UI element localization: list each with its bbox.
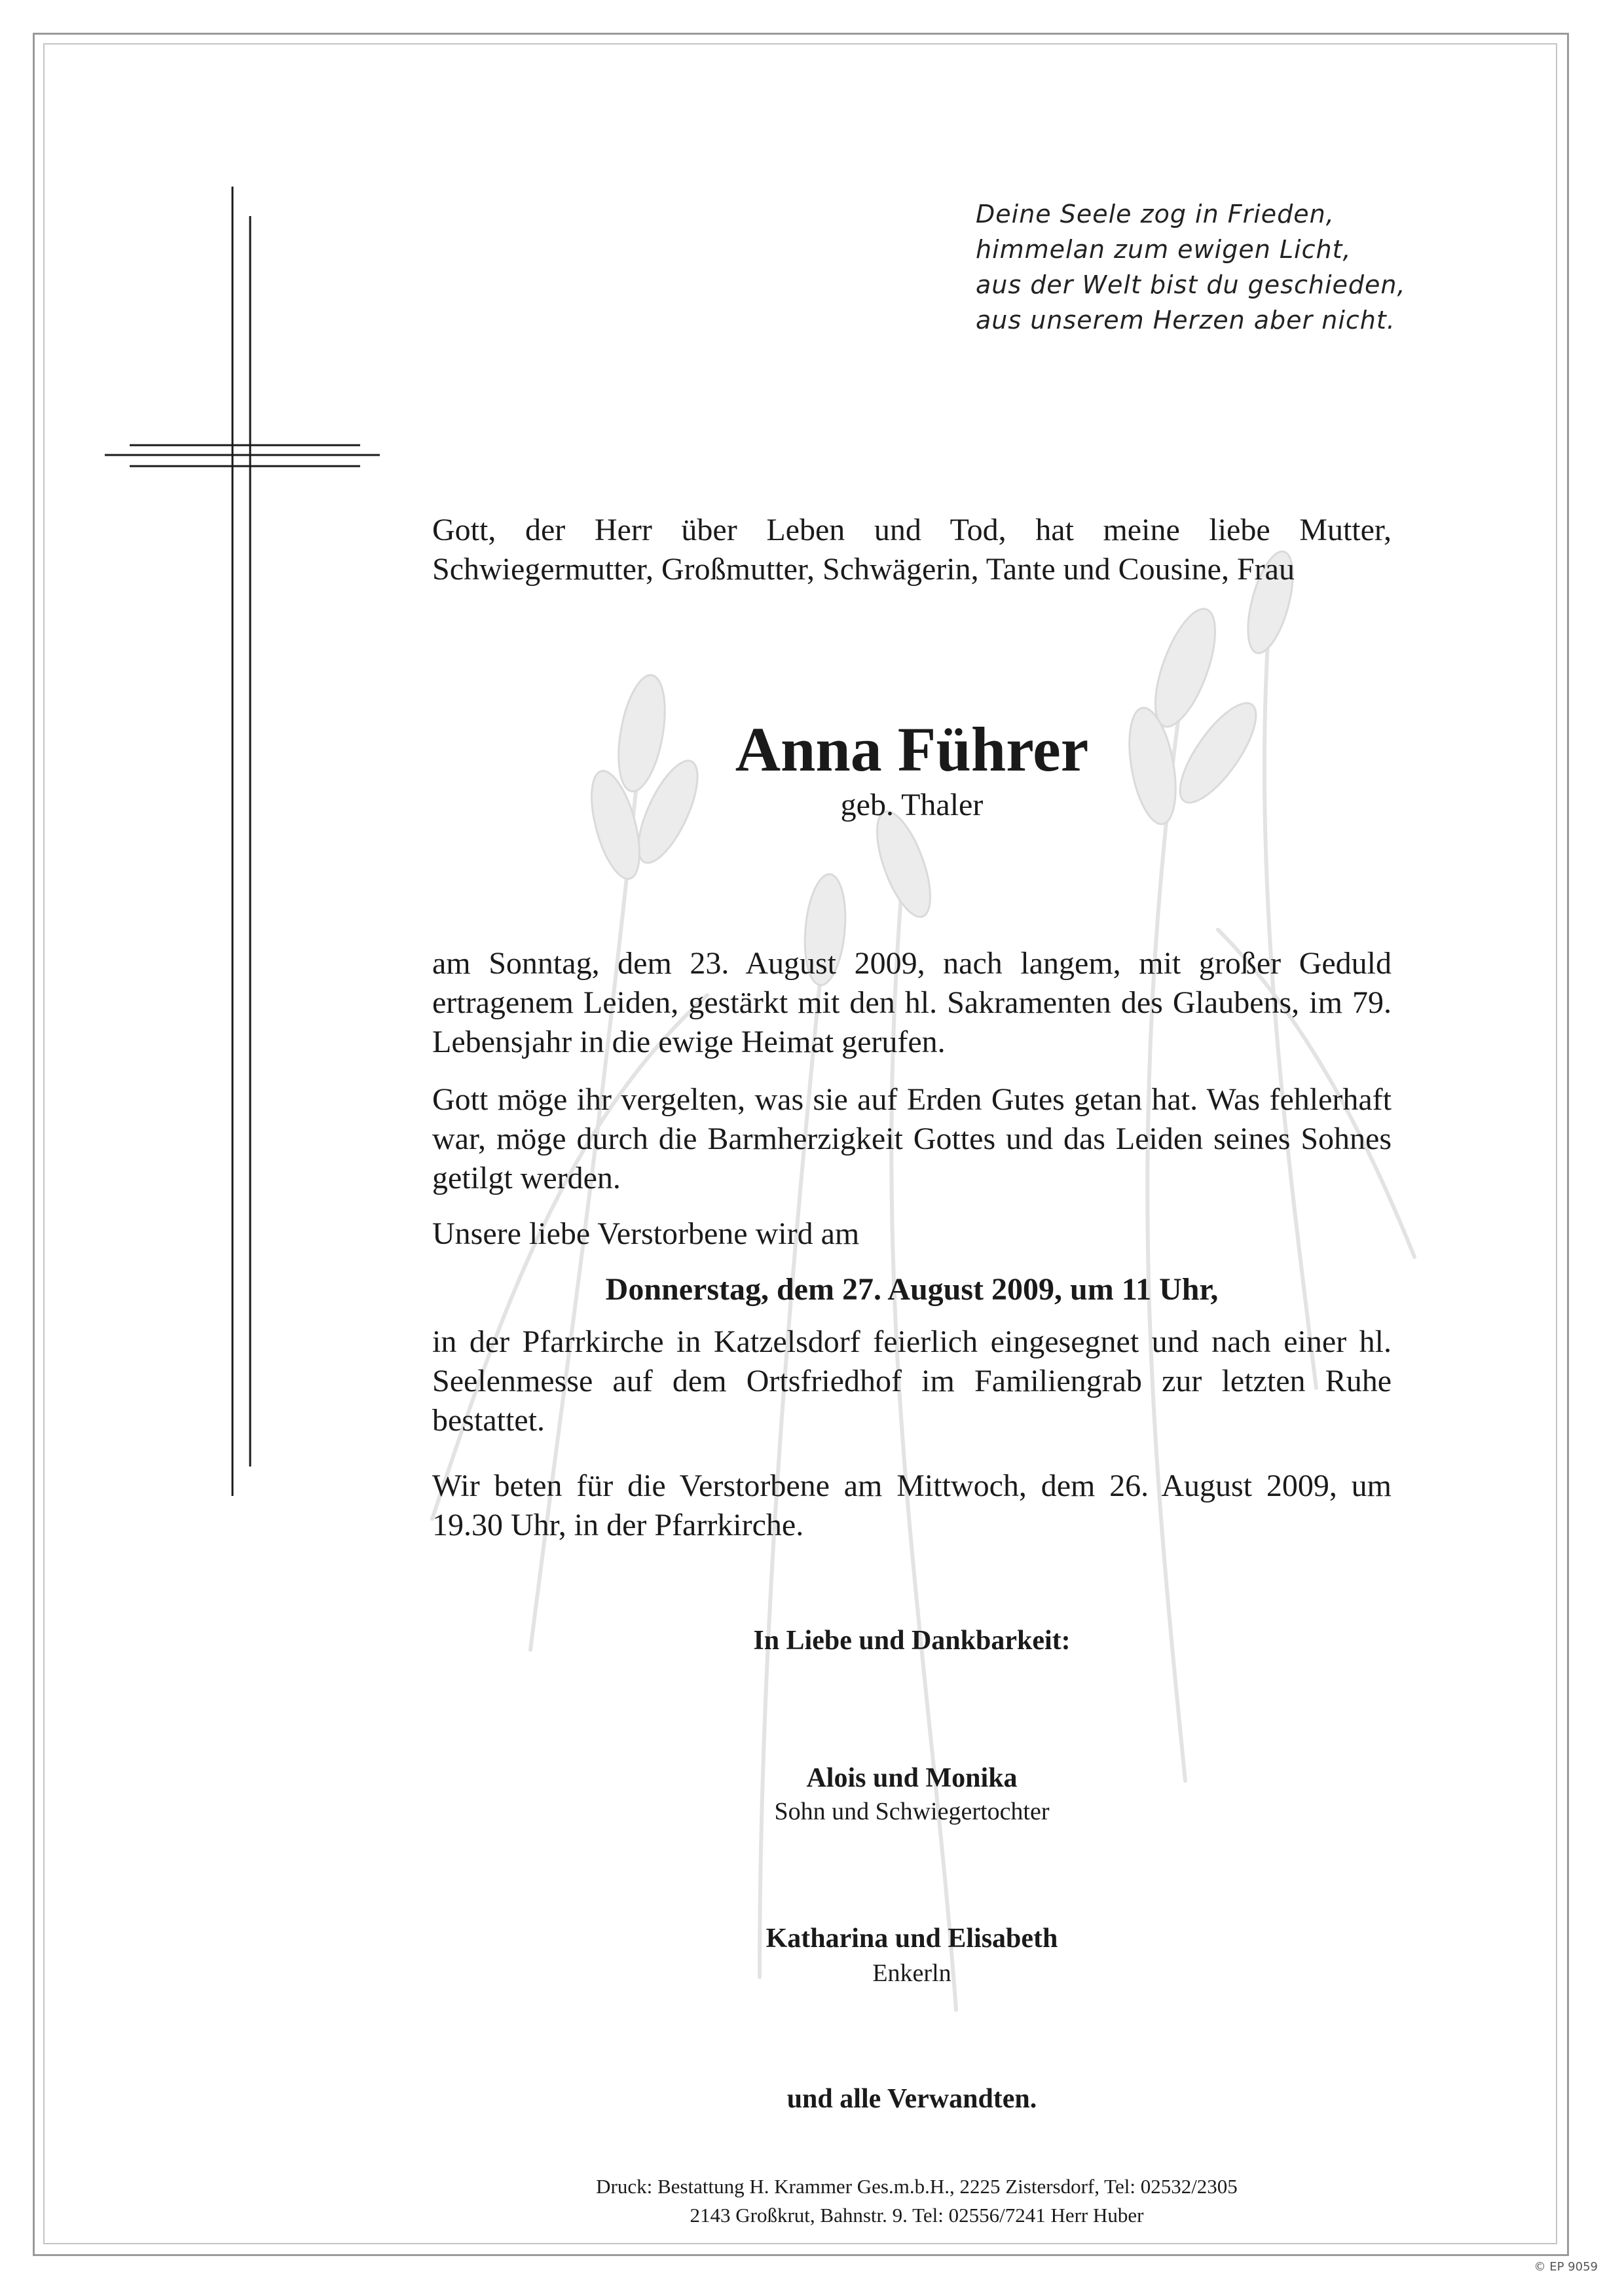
printer-footer	[327, 2172, 1506, 2230]
intro-paragraph: Gott, der Herr über Leben und Tod, hat meine liebe Mutter, Schwiegermutter, Großmutter, Schwägerin, Tante und Cousine, Frau	[432, 513, 1392, 587]
poem-line: aus der Welt bist du geschieden,	[976, 270, 1406, 299]
mourner-names: Alois und Monika	[806, 1763, 1018, 1793]
print-code: © EP 9059	[1534, 2260, 1598, 2274]
funeral-details: in der Pfarrkirche in Katzelsdorf feierlich eingesegnet und nach einer hl. Seelenmesse auf dem Ortsfriedhof im Familiengrab zur letzten Ruhe bestattet.	[432, 1324, 1392, 1438]
footer-line: 2143 Großkrut, Bahnstr. 9. Tel: 02556/7241 Herr Huber	[690, 2204, 1144, 2227]
closing-line: In Liebe und Dankbarkeit:	[753, 1626, 1071, 1656]
mourner-names: Katharina und Elisabeth	[766, 1923, 1058, 1954]
cross-icon	[105, 187, 386, 1496]
relatives-line: und alle Verwandten.	[786, 2084, 1037, 2114]
vigil-paragraph: Wir beten für die Verstorbene am Mittwoch, dem 26. August 2009, um 19.30 Uhr, in der Pfarrkirche.	[432, 1468, 1392, 1542]
birth-name: geb. Thaler	[840, 788, 984, 822]
funeral-date: Donnerstag, dem 27. August 2009, um 11 Uhr,	[605, 1272, 1219, 1307]
prayer-paragraph: Gott möge ihr vergelten, was sie auf Erden Gutes getan hat. Was fehlerhaft war, möge durch die Barmherzigkeit Gottes und das Leiden seines Sohnes getilgt werden.	[432, 1082, 1392, 1195]
mourner-relation: Sohn und Schwiegertochter	[774, 1798, 1050, 1825]
poem-line: Deine Seele zog in Frieden,	[976, 200, 1335, 228]
poem-line: aus unserem Herzen aber nicht.	[976, 306, 1395, 335]
poem	[976, 196, 1406, 338]
deceased-name: Anna Führer	[735, 714, 1089, 784]
poem-line: himmelan zum ewigen Licht,	[976, 235, 1352, 264]
death-paragraph: am Sonntag, dem 23. August 2009, nach langem, mit großer Geduld ertragenem Leiden, gestärkt mit den hl. Sakramenten des Glaubens, im 79. Lebensjahr in die ewige Heimat gerufen.	[432, 946, 1392, 1059]
mourner-relation: Enkerln	[872, 1959, 951, 1987]
footer-line: Druck: Bestattung H. Krammer Ges.m.b.H., 2225 Zistersdorf, Tel: 02532/2305	[596, 2175, 1238, 2198]
funeral-intro: Unsere liebe Verstorbene wird am	[432, 1216, 860, 1251]
